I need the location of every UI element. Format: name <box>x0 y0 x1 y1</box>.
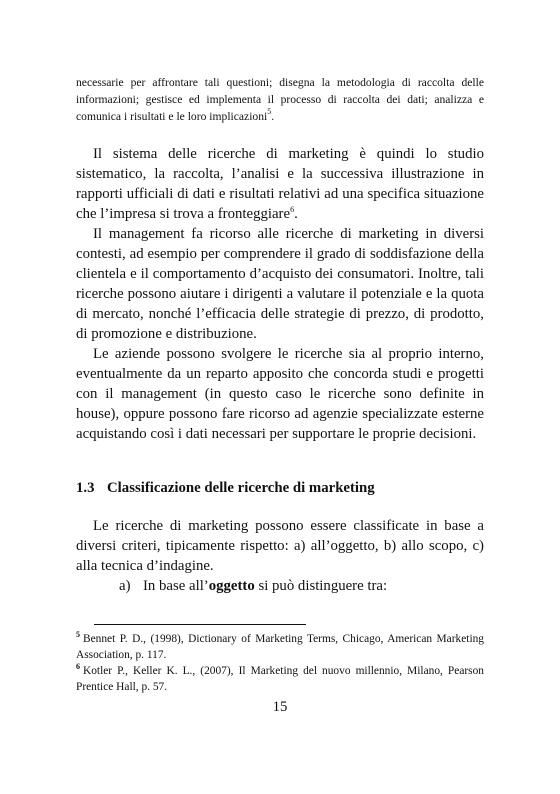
footnote-ref-5[interactable]: 5 <box>267 107 272 116</box>
section-paragraph-1: Le ricerche di marketing possono essere classificate in base a diversi criteri, tipicamente rispetto: a) all’oggetto, b) allo scopo, c) alla tecnica d’indagine. <box>76 518 484 574</box>
body-paragraph-3: Le aziende possono svolgere le ricerche sia al proprio interno, eventualmente da un reparto apposito che concorda studi e progetti con il management (in questo caso le ricerche sono definite in house), oppure possono fare ricorso ad agenzie specializzate esterne acquistando così i dati necessari per supportare le proprie decisioni. <box>76 346 484 442</box>
body-paragraph-1 <box>76 144 484 224</box>
intro-text: necessarie per affrontare tali questioni; disegna la metodologia di raccolta delle informazioni; gestisce ed implementa il processo di raccolta dei dati; analizza e comunica i risultati e le loro implicazioni <box>76 76 484 123</box>
body-paragraph-1-tail: . <box>294 206 298 222</box>
footnote-5-number: 5 <box>76 630 80 639</box>
footnote-5-text: Bennet P. D., (1998), Dictionary of Marketing Terms, Chicago, American Marketing Association, p. 117. <box>76 633 484 661</box>
body-paragraph-2: Il management fa ricorso alle ricerche di marketing in diversi contesti, ad esempio per comprendere il grado di soddisfazione della clientela e il comportamento d’acquisto dei consumatori. Inoltre, tali ricerche possono aiutare i dirigenti a valutare il potenziale e la quota di mercato, nonché l’efficacia delle strategie di prezzo, di prodotto, di promozione e distribuzione. <box>76 226 484 342</box>
section-title: Classificazione delle ricerche di marketing <box>107 480 375 496</box>
list-item-a <box>119 576 484 596</box>
body-paragraph-1-text: Il sistema delle ricerche di marketing è quindi lo studio sistematico, la raccolta, l’analisi e la successiva illustrazione in rapporti ufficiali di dati e risultati relativi ad una specifica situazione che l’impresa si trova a fronteggiare <box>76 146 484 222</box>
footnote-5 <box>76 631 484 663</box>
section-heading <box>76 478 484 498</box>
page-content <box>76 74 484 716</box>
footnote-6-number: 6 <box>76 662 80 671</box>
footnote-separator <box>94 624 306 625</box>
list-item-a-post: si può distinguere tra: <box>254 578 388 594</box>
list-item-a-bold: oggetto <box>208 578 255 594</box>
footnote-6 <box>76 663 484 695</box>
footnote-6-text: Kotler P., Keller K. L., (2007), Il Marketing del nuovo millennio, Milano, Pearson Prentice Hall, p. 57. <box>76 665 484 693</box>
page-number: 15 <box>272 699 288 715</box>
list-item-a-pre: In base all’ <box>143 578 209 594</box>
section-number: 1.3 <box>76 480 95 496</box>
intro-paragraph <box>76 74 484 125</box>
list-item-a-marker: a) <box>119 578 131 594</box>
intro-tail: . <box>271 110 275 123</box>
footnote-ref-6[interactable]: 6 <box>290 205 295 214</box>
